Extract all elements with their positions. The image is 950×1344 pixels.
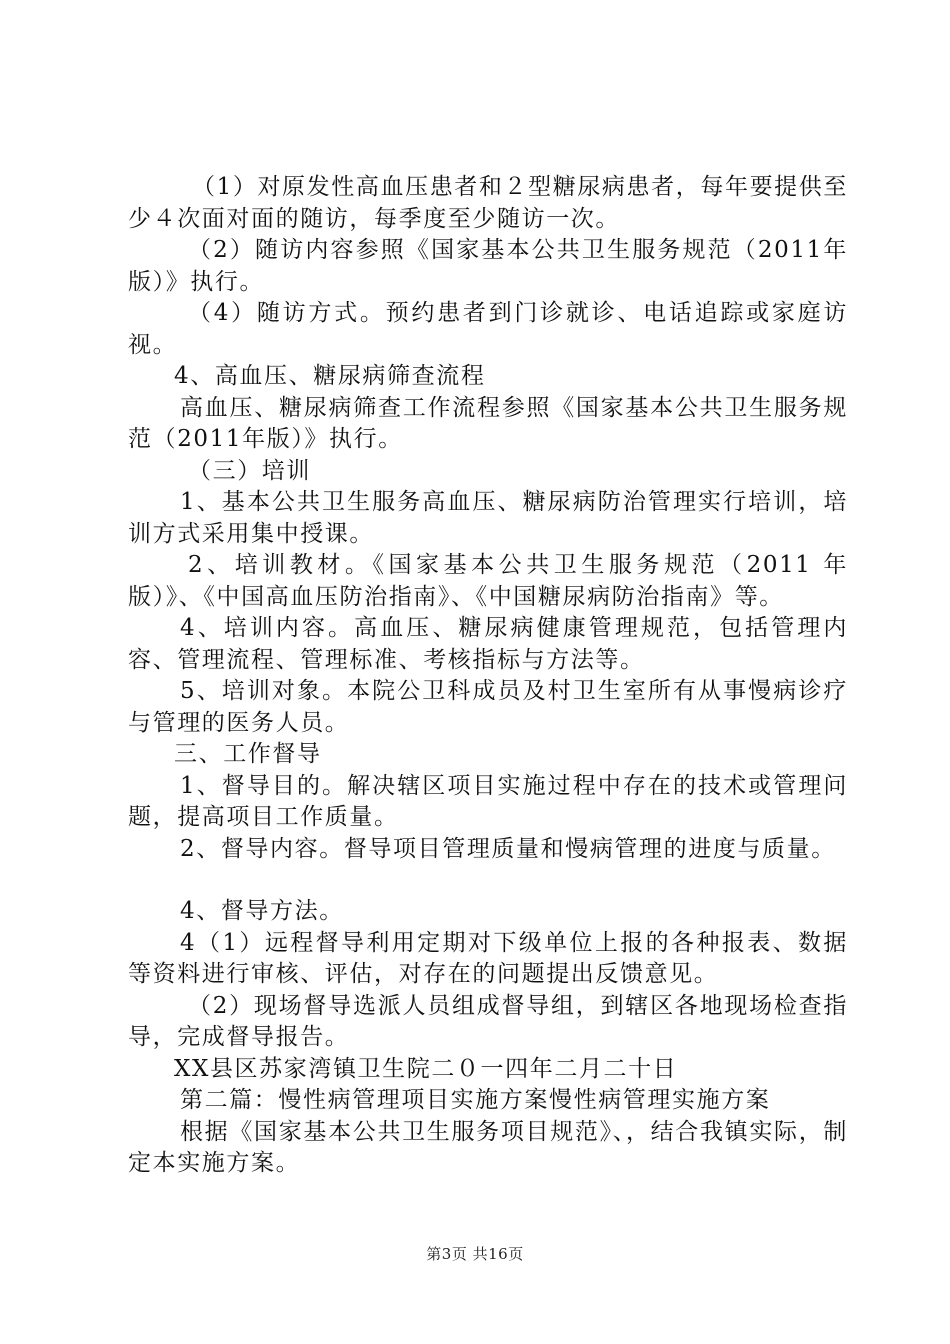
paragraph-onsite-supervision: （2）现场督导选派人员组成督导组，到辖区各地现场检查指导，完成督导报告。 [128, 992, 848, 1050]
blank-line [128, 865, 848, 896]
paragraph-followup-frequency: （1）对原发性高血压患者和２型糖尿病患者，每年要提供至少４次面对面的随访，每季度至少随访一次。 [128, 174, 848, 232]
paragraph-basis: 根据《国家基本公共卫生服务项目规范》、，结合我镇实际，制定本实施方案。 [128, 1118, 848, 1176]
paragraph-supervision-method: 4、督导方法。 [180, 898, 344, 924]
paragraph-followup-content: （2）随访内容参照《国家基本公共卫生服务规范（2011年版）》执行。 [128, 237, 848, 295]
section-heading-training: （三）培训 [188, 457, 311, 484]
chapter-two-title: 第二篇：慢性病管理项目实施方案慢性病管理实施方案 [180, 1087, 771, 1113]
document-body [128, 172, 848, 1180]
section-heading-screening-flow: 4、高血压、糖尿病筛查流程 [174, 363, 486, 389]
section-heading-supervision: 三、工作督导 [174, 741, 322, 767]
paragraph-training-materials: 2、培训教材。《国家基本公共卫生服务规范（2011 年版）》、《中国高血压防治指南》、《中国糖尿病防治指南》等。 [128, 552, 848, 610]
paragraph-screening-flow: 高血压、糖尿病筛查工作流程参照《国家基本公共卫生服务规范（2011年版）》执行。 [128, 394, 848, 452]
paragraph-training-target: 5、培训对象。本院公卫科成员及村卫生室所有从事慢病诊疗与管理的医务人员。 [128, 678, 848, 736]
paragraph-supervision-content: 2、督导内容。督导项目管理质量和慢病管理的进度与质量。 [180, 835, 836, 862]
page-footer: 第3页 共16页 [426, 1245, 524, 1263]
signature-line: XX县区苏家湾镇卫生院二０一四年二月二十日 [174, 1055, 678, 1082]
paragraph-supervision-purpose: 1、督导目的。解决辖区项目实施过程中存在的技术或管理问题，提高项目工作质量。 [128, 772, 848, 830]
paragraph-followup-method: （4）随访方式。预约患者到门诊就诊、电话追踪或家庭访视。 [128, 300, 848, 358]
paragraph-training-content: 4、培训内容。高血压、糖尿病健康管理规范，包括管理内容、管理流程、管理标准、考核指标与方法等。 [128, 615, 848, 673]
paragraph-remote-supervision: 4（1）远程督导利用定期对下级单位上报的各种报表、数据等资料进行审核、评估，对存在的问题提出反馈意见。 [128, 929, 848, 987]
paragraph-training-1: 1、基本公共卫生服务高血压、糖尿病防治管理实行培训，培训方式采用集中授课。 [128, 489, 848, 547]
